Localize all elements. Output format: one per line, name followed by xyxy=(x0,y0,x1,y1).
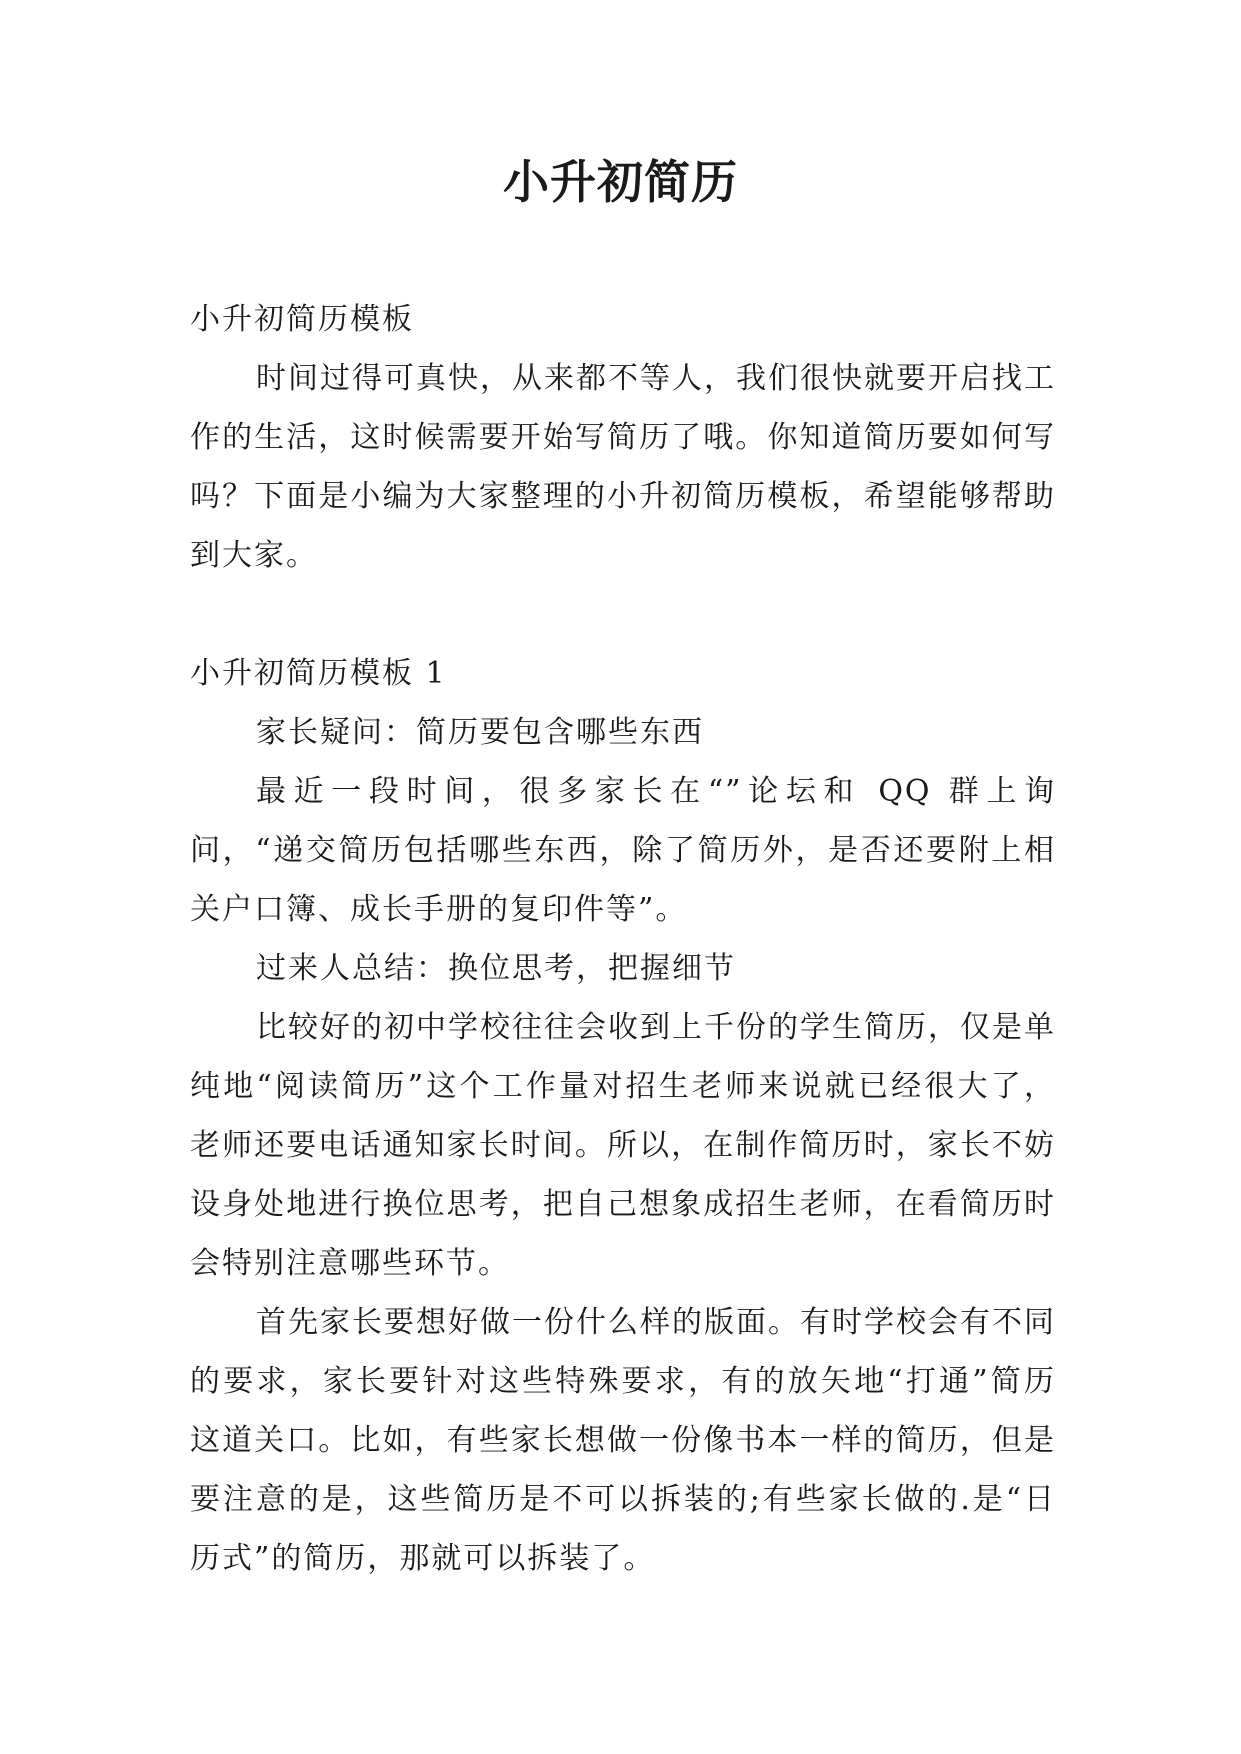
section-heading: 小升初简历模板 xyxy=(190,302,414,337)
body-paragraph: 首先家长要想好做一份什么样的版面。有时学校会有不同的要求，家长要针对这些特殊要求，有的放矢地“打通”简历这道关口。比如，有些家长想做一份像书本一样的简历，但是要注意的是，这些简历是不可以拆装的;有些家长做的.是“日历式”的简历，那就可以拆装了。 xyxy=(190,1305,1056,1576)
sub-heading: 家长疑问：简历要包含哪些东西 xyxy=(256,715,704,750)
document-body xyxy=(190,290,1056,1588)
body-paragraph: 最近一段时间，很多家长在“”论坛和 QQ 群上询问，“递交简历包括哪些东西，除了简历外，是否还要附上相关户口簿、成长手册的复印件等”。 xyxy=(190,774,1056,927)
document-title: 小升初简历 xyxy=(503,155,738,209)
sub-heading: 过来人总结：换位思考，把握细节 xyxy=(256,951,736,986)
intro-paragraph: 时间过得可真快，从来都不等人，我们很快就要开启找工作的生活，这时候需要开始写简历了哦。你知道简历要如何写吗？下面是小编为大家整理的小升初简历模板，希望能够帮助到大家。 xyxy=(190,361,1056,573)
body-paragraph: 比较好的初中学校往往会收到上千份的学生简历，仅是单纯地“阅读简历”这个工作量对招生老师来说就已经很大了，老师还要电话通知家长时间。所以，在制作简历时，家长不妨设身处地进行换位思考，把自己想象成招生老师，在看简历时会特别注意哪些环节。 xyxy=(190,1010,1056,1281)
section-heading: 小升初简历模板 1 xyxy=(190,656,447,691)
